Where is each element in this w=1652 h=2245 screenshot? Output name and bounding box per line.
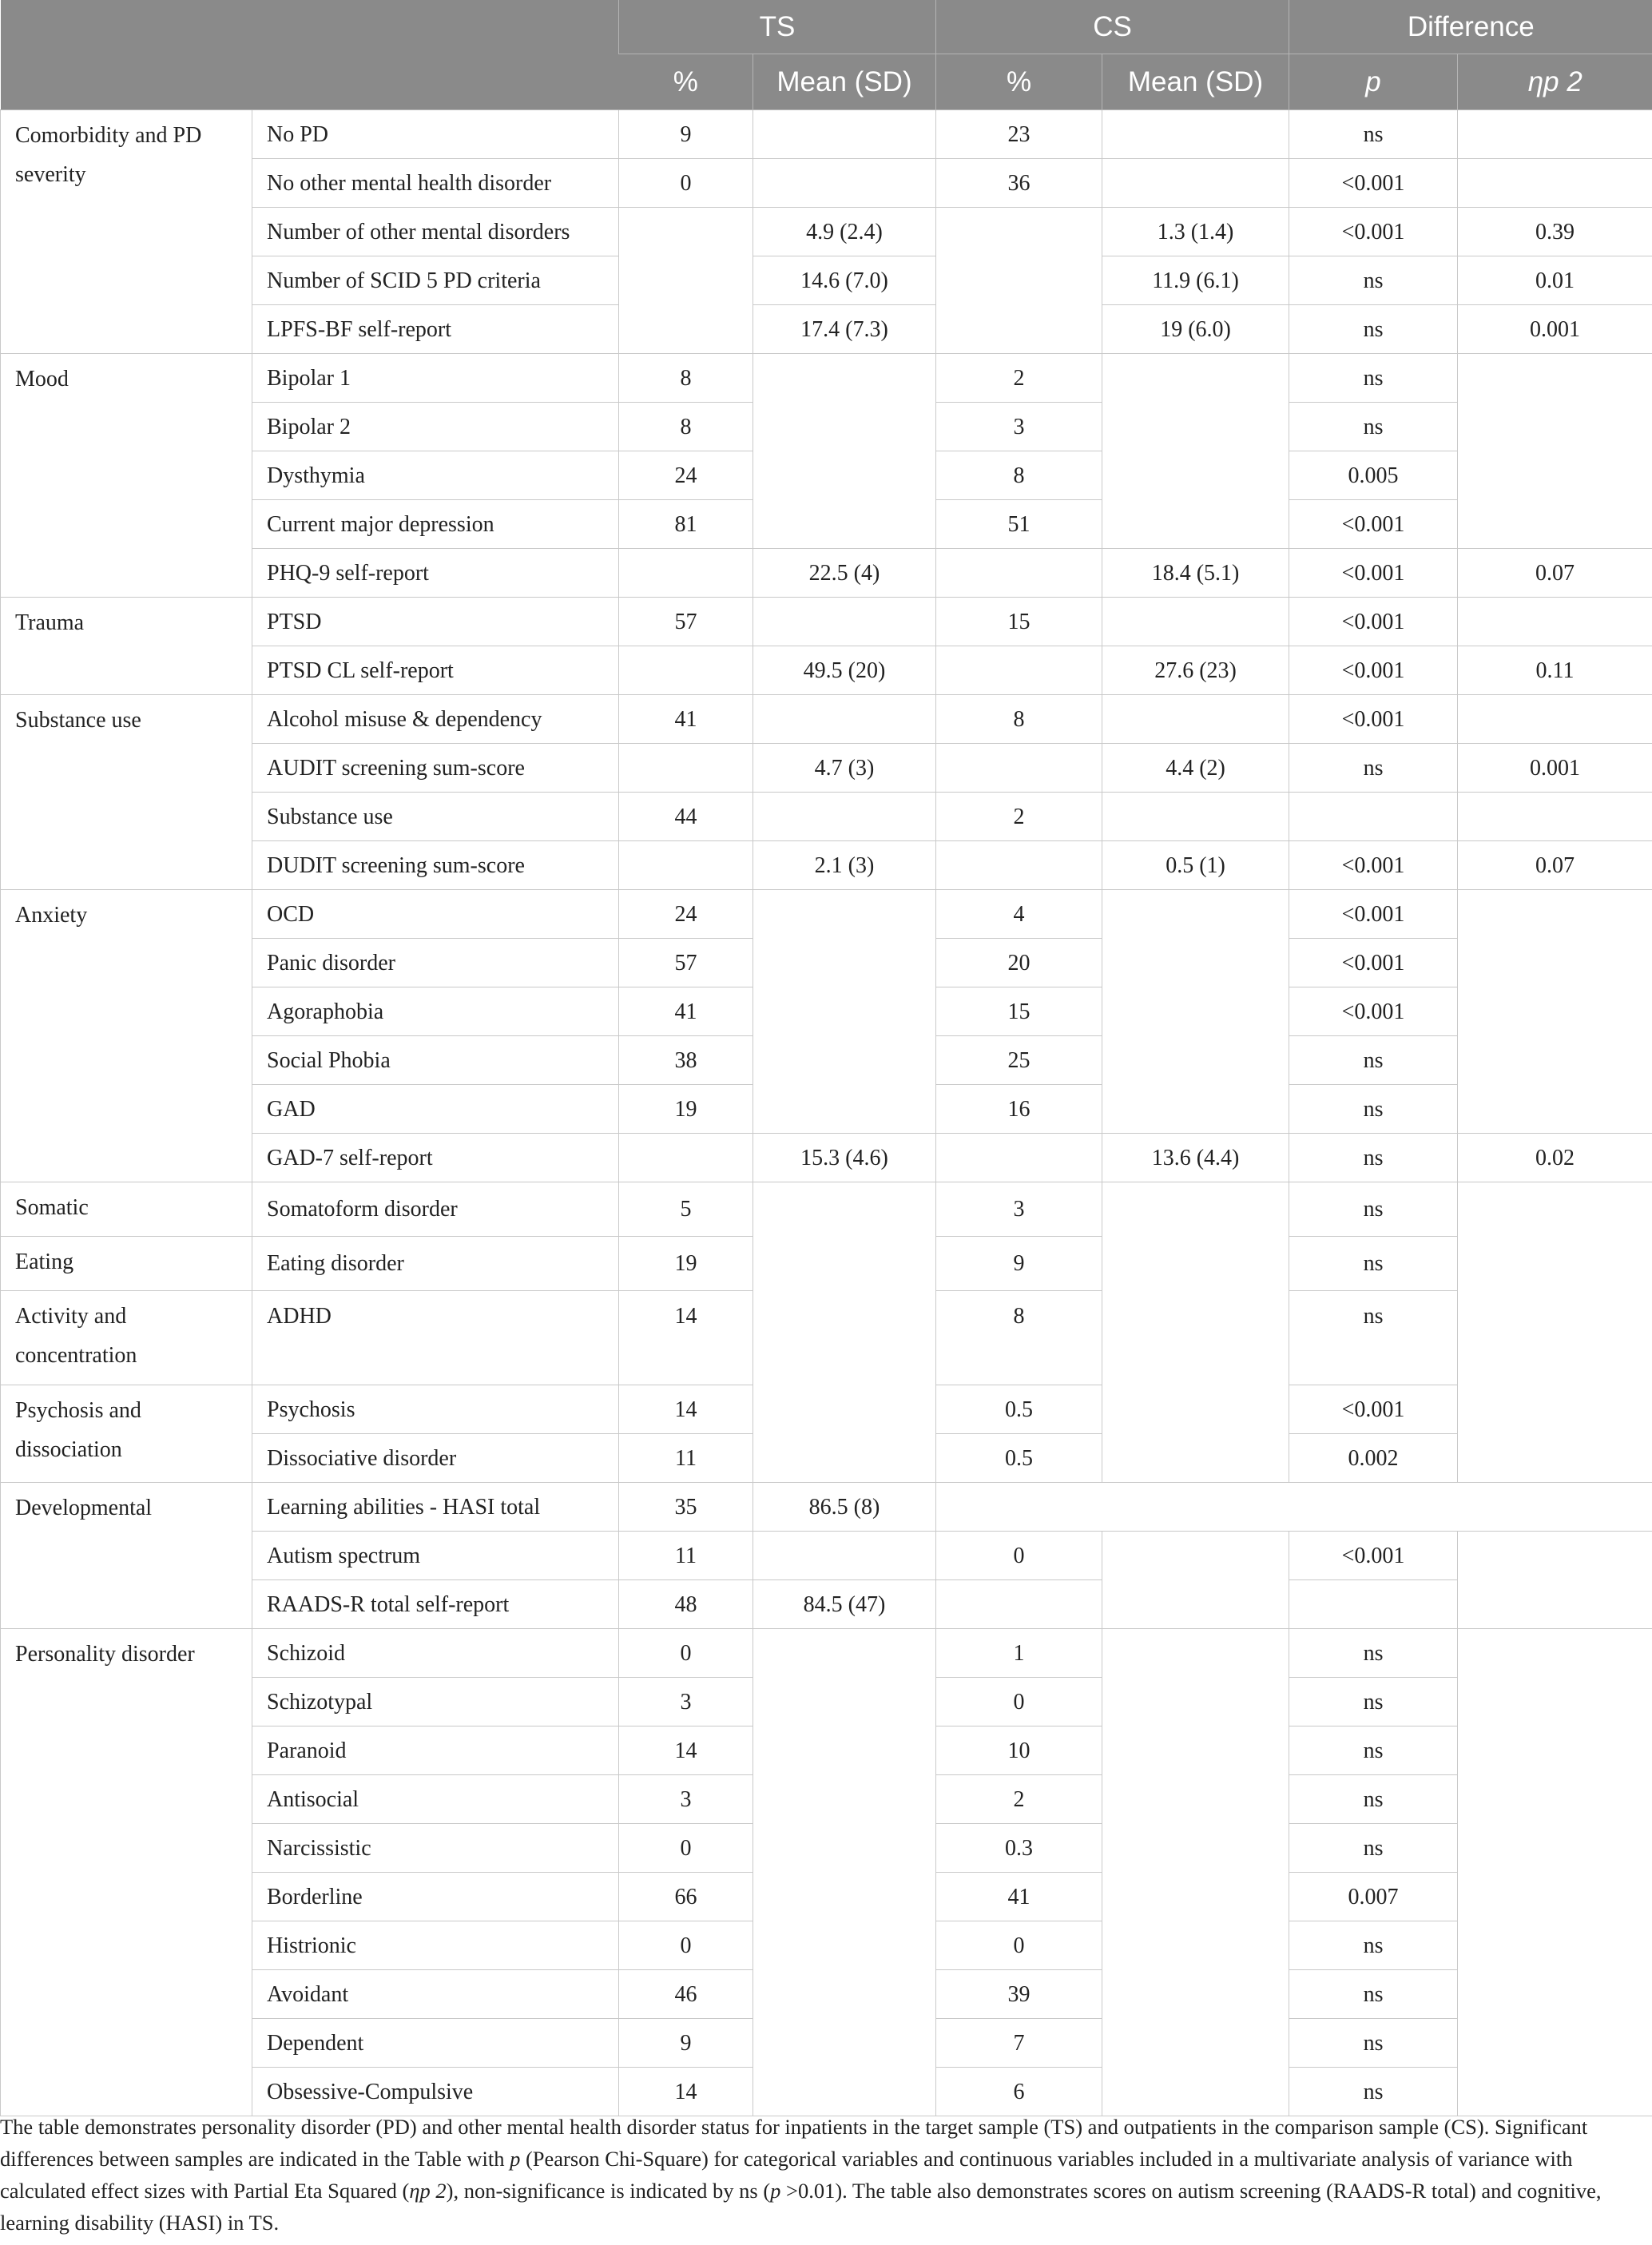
row-label: Dysthymia: [252, 451, 619, 500]
cs-pct-cell: 7: [936, 2019, 1102, 2068]
eta-cell: 0.11: [1458, 646, 1652, 695]
ts-pct-cell: 48: [619, 1580, 753, 1629]
row-label: Narcissistic: [252, 1824, 619, 1873]
ts-pct-cell: 11: [619, 1532, 753, 1580]
eta-cell: [1458, 793, 1652, 841]
row-label: Dissociative disorder: [252, 1434, 619, 1483]
row-label: Agoraphobia: [252, 987, 619, 1036]
cs-pct-cell: 1: [936, 1629, 1102, 1678]
ts-mean-cell: 15.3 (4.6): [753, 1134, 936, 1182]
category-cell: Mood: [1, 354, 252, 598]
ts-mean-cell: [753, 695, 936, 744]
row-label: No PD: [252, 110, 619, 159]
header-difference: Difference: [1289, 0, 1652, 54]
cs-pct-cell: 39: [936, 1970, 1102, 2019]
ts-pct-cell: 66: [619, 1873, 753, 1921]
ts-mean-cell: [753, 598, 936, 646]
row-label: Learning abilities - HASI total: [252, 1483, 619, 1532]
p-cell: 0.005: [1289, 451, 1458, 500]
row-label: PHQ-9 self-report: [252, 549, 619, 598]
row-label: Borderline: [252, 1873, 619, 1921]
row-label: Autism spectrum: [252, 1532, 619, 1580]
category-cell: Substance use: [1, 695, 252, 890]
cs-mean-cell: 1.3 (1.4): [1102, 208, 1289, 256]
p-cell: ns: [1289, 1036, 1458, 1085]
row-label: PTSD CL self-report: [252, 646, 619, 695]
row-label: Paranoid: [252, 1726, 619, 1775]
ts-pct-cell: 19: [619, 1237, 753, 1291]
cs-mean-cell: [1102, 1182, 1289, 1483]
table-row: [1, 1629, 1652, 1678]
p-cell: <0.001: [1289, 500, 1458, 549]
ts-pct-cell: 14: [619, 1385, 753, 1434]
p-cell: <0.001: [1289, 598, 1458, 646]
eta-cell: 0.07: [1458, 841, 1652, 890]
ts-pct-cell: 0: [619, 159, 753, 208]
row-label: Dependent: [252, 2019, 619, 2068]
p-cell: ns: [1289, 1134, 1458, 1182]
cs-pct-cell: 25: [936, 1036, 1102, 1085]
ts-pct-cell: [619, 646, 753, 695]
category-cell: Comorbidity and PD severity: [1, 110, 252, 354]
eta-cell: [1458, 159, 1652, 208]
ts-pct-cell: 44: [619, 793, 753, 841]
row-label: Antisocial: [252, 1775, 619, 1824]
cs-pct-cell: [936, 744, 1102, 793]
row-label: No other mental health disorder: [252, 159, 619, 208]
p-cell: <0.001: [1289, 695, 1458, 744]
table-row: [1, 110, 1652, 159]
cs-mean-cell: [1102, 1629, 1289, 2116]
header-eta: ηp 2: [1458, 54, 1652, 110]
empty-span-cell: [936, 1483, 1652, 1532]
cs-mean-cell: [1102, 159, 1289, 208]
ts-mean-cell: 22.5 (4): [753, 549, 936, 598]
ts-pct-cell: 9: [619, 2019, 753, 2068]
p-cell: ns: [1289, 2019, 1458, 2068]
caption-text-3: ), non-significance is indicated by ns (: [446, 2179, 771, 2203]
header-cs-mean-sd: Mean (SD): [1102, 54, 1289, 110]
ts-pct-cell: 3: [619, 1775, 753, 1824]
p-cell: ns: [1289, 1726, 1458, 1775]
p-cell: <0.001: [1289, 939, 1458, 987]
ts-pct-cell: 0: [619, 1824, 753, 1873]
cs-mean-cell: [1102, 110, 1289, 159]
p-cell: <0.001: [1289, 646, 1458, 695]
header-cs-pct: %: [936, 54, 1102, 110]
cs-pct-cell: 15: [936, 987, 1102, 1036]
cs-pct-cell: [936, 1134, 1102, 1182]
ts-pct-cell: 41: [619, 987, 753, 1036]
eta-cell: 0.001: [1458, 305, 1652, 354]
cs-pct-cell: 0.5: [936, 1385, 1102, 1434]
cs-pct-cell: 0: [936, 1921, 1102, 1970]
category-cell: Developmental: [1, 1483, 252, 1629]
header-cs: CS: [936, 0, 1289, 54]
row-label: Eating disorder: [252, 1237, 619, 1291]
row-label: RAADS-R total self-report: [252, 1580, 619, 1629]
p-cell: <0.001: [1289, 159, 1458, 208]
ts-mean-cell: 86.5 (8): [753, 1483, 936, 1532]
eta-cell: [1458, 1532, 1652, 1629]
ts-pct-cell: 0: [619, 1629, 753, 1678]
ts-pct-cell: 19: [619, 1085, 753, 1134]
ts-pct-cell: 35: [619, 1483, 753, 1532]
cs-pct-cell: 51: [936, 500, 1102, 549]
table-row: [1, 695, 1652, 744]
ts-mean-cell: 49.5 (20): [753, 646, 936, 695]
header-p: p: [1289, 54, 1458, 110]
p-cell: ns: [1289, 2068, 1458, 2116]
p-cell: ns: [1289, 1182, 1458, 1237]
p-cell: [1289, 793, 1458, 841]
row-label: ADHD: [252, 1291, 619, 1385]
ts-pct-cell: 38: [619, 1036, 753, 1085]
cs-pct-cell: 3: [936, 1182, 1102, 1237]
caption-text-2: (Pearson Chi-Square) for categorical variables and continuous variables included in a multivariate analysis of variance with calculated effect sizes with Partial Eta Squared (: [0, 2147, 1573, 2203]
eta-cell: [1458, 695, 1652, 744]
row-label: LPFS-BF self-report: [252, 305, 619, 354]
cs-mean-cell: [1102, 598, 1289, 646]
cs-pct-cell: 0: [936, 1678, 1102, 1726]
row-label: Number of SCID 5 PD criteria: [252, 256, 619, 305]
row-label: Current major depression: [252, 500, 619, 549]
row-label: Obsessive-Compulsive: [252, 2068, 619, 2116]
caption-p-symbol: p: [510, 2147, 521, 2171]
category-cell: Anxiety: [1, 890, 252, 1182]
table-row: [1, 598, 1652, 646]
category-cell: Eating: [1, 1237, 252, 1291]
cs-pct-cell: 3: [936, 403, 1102, 451]
ts-pct-cell: 24: [619, 451, 753, 500]
cs-pct-cell: 4: [936, 890, 1102, 939]
header-ts-pct: %: [619, 54, 753, 110]
header-empty-cell: [1, 0, 619, 110]
category-cell: Activity and concentration: [1, 1291, 252, 1385]
table-row: [1, 1483, 1652, 1532]
eta-cell: 0.02: [1458, 1134, 1652, 1182]
category-cell: Somatic: [1, 1182, 252, 1237]
ts-pct-cell: [619, 744, 753, 793]
cs-pct-cell: [936, 646, 1102, 695]
cs-mean-cell: 18.4 (5.1): [1102, 549, 1289, 598]
ts-mean-cell: [753, 354, 936, 549]
ts-pct-cell: 46: [619, 1970, 753, 2019]
ts-pct-cell: [619, 841, 753, 890]
cs-mean-cell: 13.6 (4.4): [1102, 1134, 1289, 1182]
ts-pct-cell: 57: [619, 939, 753, 987]
header-ts-mean-sd: Mean (SD): [753, 54, 936, 110]
cs-pct-cell: [936, 208, 1102, 354]
p-cell: <0.001: [1289, 208, 1458, 256]
caption-text-1: The table demonstrates personality disorder (PD) and other mental health disorder status for inpatients in the target sample (TS) and outpatients in the comparison sample (CS). Significant differences between samples are indicated in the Table with: [0, 2115, 1588, 2171]
cs-mean-cell: [1102, 354, 1289, 549]
row-label: Bipolar 1: [252, 354, 619, 403]
eta-cell: [1458, 890, 1652, 1134]
p-cell: ns: [1289, 110, 1458, 159]
ts-mean-cell: 17.4 (7.3): [753, 305, 936, 354]
row-label: OCD: [252, 890, 619, 939]
ts-mean-cell: [753, 890, 936, 1134]
ts-mean-cell: [753, 110, 936, 159]
row-label: Substance use: [252, 793, 619, 841]
caption-text-4: >0.01). The table also demonstrates scores on autism screening (RAADS-R total) and cognitive, learning disability (HASI) in TS.: [0, 2179, 1602, 2235]
p-cell: ns: [1289, 744, 1458, 793]
ts-pct-cell: 9: [619, 110, 753, 159]
ts-mean-cell: [753, 1532, 936, 1580]
table-body: [1, 110, 1652, 2116]
ts-pct-cell: 0: [619, 1921, 753, 1970]
p-cell: ns: [1289, 1921, 1458, 1970]
cs-mean-cell: 19 (6.0): [1102, 305, 1289, 354]
cs-mean-cell: [1102, 793, 1289, 841]
p-cell: ns: [1289, 1775, 1458, 1824]
row-label: Psychosis: [252, 1385, 619, 1434]
row-label: Avoidant: [252, 1970, 619, 2019]
cs-pct-cell: 20: [936, 939, 1102, 987]
cs-pct-cell: [936, 841, 1102, 890]
eta-cell: [1458, 1629, 1652, 2116]
p-cell: 0.007: [1289, 1873, 1458, 1921]
ts-pct-cell: 14: [619, 1726, 753, 1775]
table-row: [1, 890, 1652, 939]
cs-pct-cell: 36: [936, 159, 1102, 208]
ts-pct-cell: [619, 1134, 753, 1182]
cs-mean-cell: [1102, 1532, 1289, 1629]
cs-pct-cell: 16: [936, 1085, 1102, 1134]
p-cell: <0.001: [1289, 841, 1458, 890]
cs-pct-cell: 10: [936, 1726, 1102, 1775]
ts-mean-cell: 4.7 (3): [753, 744, 936, 793]
ts-pct-cell: 14: [619, 2068, 753, 2116]
eta-cell: 0.01: [1458, 256, 1652, 305]
ts-pct-cell: 5: [619, 1182, 753, 1237]
p-cell: [1289, 1580, 1458, 1629]
row-label: Bipolar 2: [252, 403, 619, 451]
p-cell: ns: [1289, 1629, 1458, 1678]
row-label: GAD: [252, 1085, 619, 1134]
p-cell: <0.001: [1289, 890, 1458, 939]
category-cell: Psychosis and dissociation: [1, 1385, 252, 1483]
ts-pct-cell: 8: [619, 354, 753, 403]
category-cell: Trauma: [1, 598, 252, 695]
cs-pct-cell: 8: [936, 1291, 1102, 1385]
row-label: Social Phobia: [252, 1036, 619, 1085]
cs-pct-cell: 15: [936, 598, 1102, 646]
cs-pct-cell: [936, 1580, 1102, 1629]
cs-pct-cell: 23: [936, 110, 1102, 159]
cs-pct-cell: 2: [936, 354, 1102, 403]
p-cell: ns: [1289, 1237, 1458, 1291]
row-label: Number of other mental disorders: [252, 208, 619, 256]
p-cell: ns: [1289, 1291, 1458, 1385]
p-cell: ns: [1289, 1970, 1458, 2019]
eta-cell: 0.07: [1458, 549, 1652, 598]
ts-pct-cell: 8: [619, 403, 753, 451]
ts-pct-cell: 24: [619, 890, 753, 939]
cs-pct-cell: 0.3: [936, 1824, 1102, 1873]
eta-cell: 0.39: [1458, 208, 1652, 256]
cs-pct-cell: 2: [936, 793, 1102, 841]
cs-pct-cell: 41: [936, 1873, 1102, 1921]
cs-pct-cell: 0: [936, 1532, 1102, 1580]
row-label: Schizoid: [252, 1629, 619, 1678]
eta-cell: [1458, 110, 1652, 159]
table-header: [1, 0, 1652, 110]
ts-pct-cell: 57: [619, 598, 753, 646]
row-label: Alcohol misuse & dependency: [252, 695, 619, 744]
cs-pct-cell: 8: [936, 695, 1102, 744]
ts-mean-cell: 84.5 (47): [753, 1580, 936, 1629]
caption-eta-symbol: ηp 2: [409, 2179, 447, 2203]
row-label: PTSD: [252, 598, 619, 646]
eta-cell: [1458, 354, 1652, 549]
row-label: Histrionic: [252, 1921, 619, 1970]
ts-pct-cell: [619, 549, 753, 598]
cs-mean-cell: 4.4 (2): [1102, 744, 1289, 793]
header-ts: TS: [619, 0, 936, 54]
cs-pct-cell: 8: [936, 451, 1102, 500]
cs-pct-cell: 2: [936, 1775, 1102, 1824]
table-row: [1, 1182, 1652, 1237]
p-cell: <0.001: [1289, 987, 1458, 1036]
ts-pct-cell: 81: [619, 500, 753, 549]
ts-mean-cell: 4.9 (2.4): [753, 208, 936, 256]
p-cell: ns: [1289, 403, 1458, 451]
row-label: DUDIT screening sum-score: [252, 841, 619, 890]
cs-pct-cell: 6: [936, 2068, 1102, 2116]
cs-mean-cell: 27.6 (23): [1102, 646, 1289, 695]
eta-cell: 0.001: [1458, 744, 1652, 793]
cs-mean-cell: 0.5 (1): [1102, 841, 1289, 890]
p-cell: ns: [1289, 1085, 1458, 1134]
eta-cell: [1458, 598, 1652, 646]
category-cell: Personality disorder: [1, 1629, 252, 2116]
ts-mean-cell: [753, 1182, 936, 1483]
caption-p-symbol: p: [770, 2179, 781, 2203]
table-caption: [0, 2111, 1636, 2239]
ts-mean-cell: 14.6 (7.0): [753, 256, 936, 305]
eta-cell: [1458, 1182, 1652, 1483]
p-cell: <0.001: [1289, 1385, 1458, 1434]
row-label: GAD-7 self-report: [252, 1134, 619, 1182]
p-cell: ns: [1289, 256, 1458, 305]
row-label: AUDIT screening sum-score: [252, 744, 619, 793]
p-cell: <0.001: [1289, 1532, 1458, 1580]
p-cell: 0.002: [1289, 1434, 1458, 1483]
p-cell: ns: [1289, 1824, 1458, 1873]
ts-pct-cell: 11: [619, 1434, 753, 1483]
cs-pct-cell: [936, 549, 1102, 598]
ts-mean-cell: [753, 159, 936, 208]
ts-mean-cell: 2.1 (3): [753, 841, 936, 890]
cs-mean-cell: 11.9 (6.1): [1102, 256, 1289, 305]
ts-pct-cell: 14: [619, 1291, 753, 1385]
cs-mean-cell: [1102, 695, 1289, 744]
p-cell: ns: [1289, 354, 1458, 403]
row-label: Somatoform disorder: [252, 1182, 619, 1237]
cs-pct-cell: 9: [936, 1237, 1102, 1291]
row-label: Panic disorder: [252, 939, 619, 987]
ts-mean-cell: [753, 1629, 936, 2116]
ts-pct-cell: [619, 208, 753, 354]
row-label: Schizotypal: [252, 1678, 619, 1726]
table-row: [1, 354, 1652, 403]
ts-pct-cell: 3: [619, 1678, 753, 1726]
p-cell: <0.001: [1289, 549, 1458, 598]
cs-mean-cell: [1102, 890, 1289, 1134]
ts-pct-cell: 41: [619, 695, 753, 744]
ts-mean-cell: [753, 793, 936, 841]
cs-pct-cell: 0.5: [936, 1434, 1102, 1483]
p-cell: ns: [1289, 1678, 1458, 1726]
p-cell: ns: [1289, 305, 1458, 354]
